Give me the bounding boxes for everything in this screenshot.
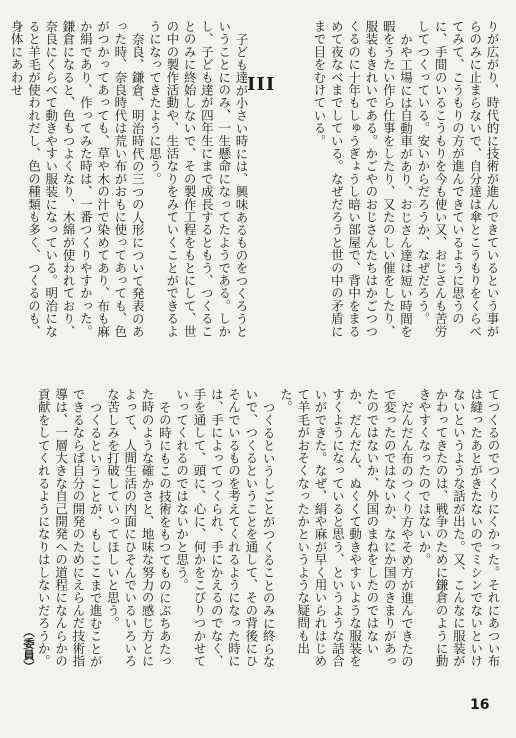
section-heading: III (247, 74, 276, 95)
paragraph: てつくるのでつくりにくかった。それにあつい布は縫ったあとがきたないのでミシンでないといけないというような話が出た。又、こんなに服装がかわってきたのは、戦争のために鎌倉のように動きやすくなったのではないか。 (416, 388, 501, 668)
text-block-bottom (18, 388, 502, 670)
text-block-top-left (9, 20, 250, 345)
paragraph: 奈良、鎌倉、明治時代の三つの人形について発表のあった時、奈良時代は荒い布がおもに使ってあっても、色がつかってあっても、草や木の汁で染めてあり、布も麻か絹であり、作ってみた時は、一番つくりやすかった。鎌倉になると、色もつよくなり、木綿が使われており、奈良にくらべて動きやすい服装になっている。明治になると羊毛が使われだし、色の種類も多く、つくるのも、身体にあわせ (9, 20, 146, 338)
page-number: 16 (470, 697, 490, 713)
paragraph: つくるということが、もしここまで進むことができるならば自分の開発のためにえらんだ技術指導は、一層大きな自己開発への道程になんらかの貢献をしてくれるようになりはしないだろうか。 (36, 388, 104, 668)
paragraph: その時にもこの技術をもつてものにぶちあたった時のような確かさと、地味な努力の感じ方とによって、人間生活の内面にひそんでいるいろいろな苦しみを打破していってほしいと思う。 (105, 388, 173, 668)
text-block-top-right (265, 20, 501, 345)
paragraph: かや工場には自動車があり、おじさん達は短い時間を暇をうたい作ら仕事をしたり、又たのしい催をしたり、服装もきれいである。かごやのおじさんたちはかごつつくるのに十年もしゅうぎょうし暗い部屋で、背中をまるめて夜なべまでしている。なぜだろうと世の中の矛盾にまで目をむけている。 (312, 20, 414, 338)
paragraph: つくるというしごとがつくることのみに終らないで、つくるということを通して、その背後にひそんでいるものを考えてくれるようになった時には、手によってつくられ、手にかえるのでなく、手を通して、頭に、心に、何かをこびりつかせていってくれるのではないかと思う。 (174, 388, 277, 668)
author-signature: （委員） (22, 626, 36, 672)
paragraph: 子ども達が小さい時には、興味あるものをつくろうということにのみ、一生懸命になってたようである。しかし、子ども達が四年生にまで成長するともう、つくることのみに終始しないで、その製作工程をもとにして、世の中の製作活動や、生活なりをみていくことができるようになってきたように思う。 (147, 20, 249, 338)
paragraph: だんだん布のつくり方やそめ方が進んできたので変ったのではないか、なにか国のきまりがあったのではないか、外国のまねをしたのではないか、だんだん、ぬくくて動きやすいような服装をすくようになっていると思う、というような話合いができた。なぜ、絹や麻が早く用いられはじめて羊毛がおそくなったかというような疑問も出た。 (278, 388, 415, 668)
paragraph: りが広がり、時代的に技術が進んできているという事がらのみに止まらないで、自分達は傘とこうもりをくらべてみて、こうもりの方が進んできているように思うのに、手間のいるこうもりを今も使い又、おじさんも苦労してつくっている。安いからだろうか、なぜだろう。 (415, 20, 500, 338)
